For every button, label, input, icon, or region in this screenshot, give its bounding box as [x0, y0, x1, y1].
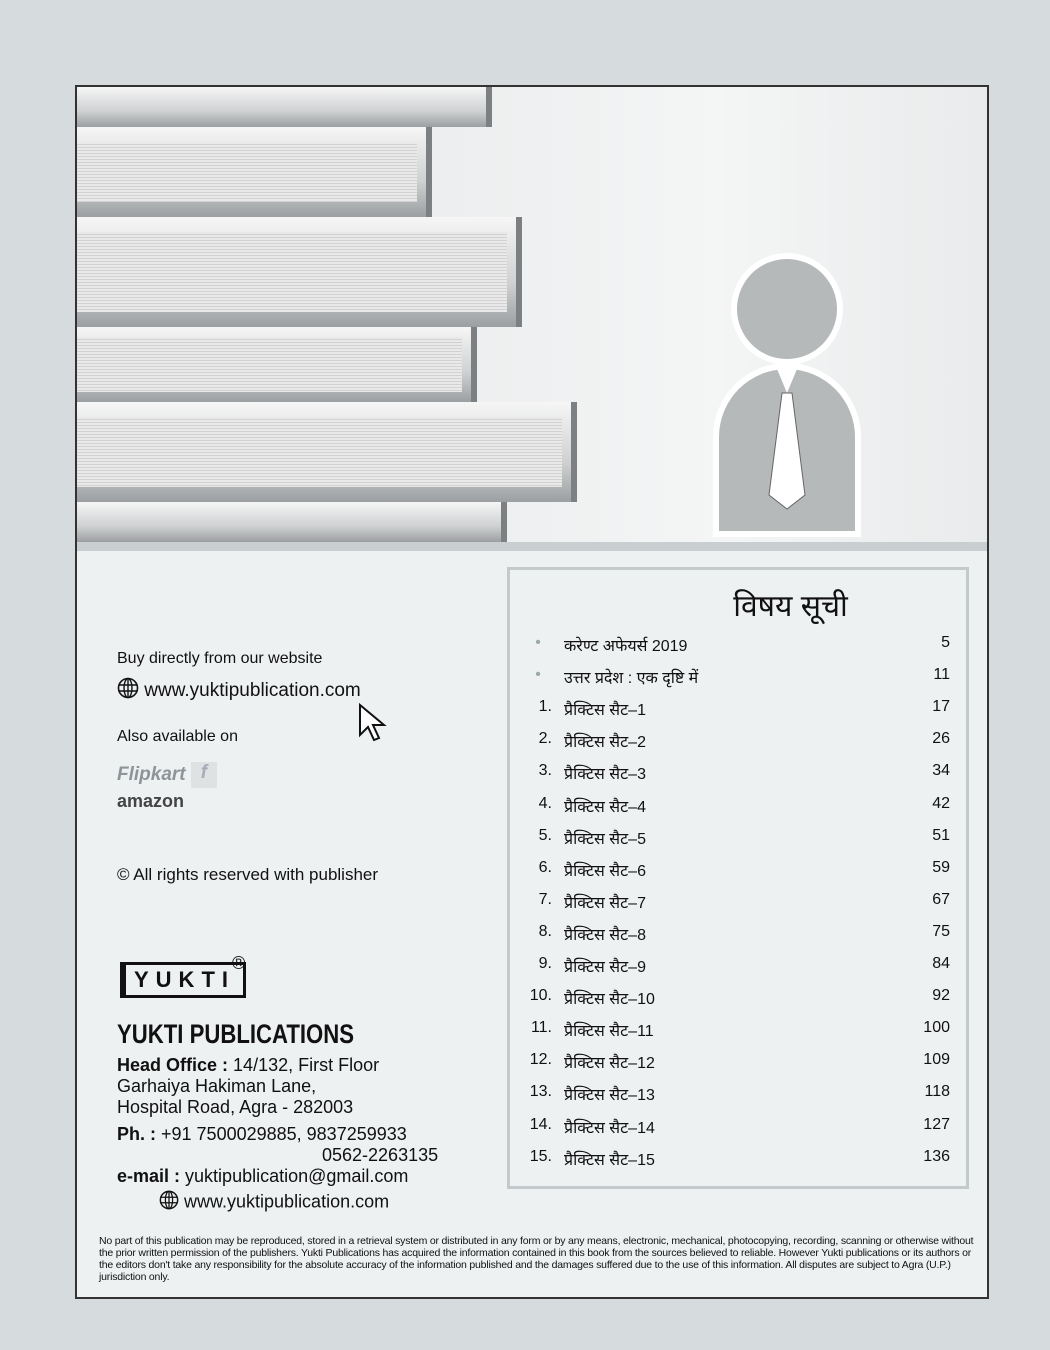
- toc-item-page: 42: [932, 794, 950, 812]
- toc-item-title: प्रैक्टिस सैट–13: [564, 1087, 655, 1105]
- divider: [77, 542, 987, 551]
- toc-item[interactable]: [524, 730, 950, 762]
- toc-item-title: प्रैक्टिस सैट–2: [564, 734, 646, 752]
- toc-item[interactable]: [524, 1116, 950, 1148]
- toc-item-number: 7.: [538, 890, 552, 908]
- toc-item-page: 92: [932, 987, 950, 1005]
- cursor-icon: [357, 702, 389, 744]
- toc-item-page: 75: [932, 922, 950, 940]
- toc-item[interactable]: [524, 762, 950, 794]
- toc-item[interactable]: [524, 1083, 950, 1115]
- toc-item[interactable]: [524, 795, 950, 827]
- toc-item-page: 34: [932, 762, 950, 780]
- toc-item-title: प्रैक्टिस सैट–3: [564, 766, 646, 784]
- toc-item[interactable]: [524, 1019, 950, 1051]
- toc-item-number: 14.: [529, 1115, 552, 1133]
- toc-item-title: प्रैक्टिस सैट–9: [564, 959, 646, 976]
- toc-item-page: 59: [932, 858, 950, 876]
- table-of-contents: [507, 567, 969, 1189]
- toc-item[interactable]: [524, 891, 950, 923]
- toc-item-page: 84: [932, 955, 950, 972]
- toc-item-number: 10.: [529, 987, 552, 1005]
- globe-icon: [159, 1190, 179, 1215]
- yukti-logo: YUKTI: [120, 962, 246, 998]
- toc-item-title: प्रैक्टिस सैट–4: [564, 798, 646, 816]
- toc-item[interactable]: [524, 859, 950, 891]
- toc-item[interactable]: [524, 923, 950, 955]
- toc-item[interactable]: [524, 666, 950, 698]
- toc-item[interactable]: [524, 827, 950, 859]
- amazon-logo[interactable]: amazon: [117, 791, 185, 811]
- toc-item-page: 11: [933, 666, 950, 684]
- toc-item-number: •: [535, 634, 541, 651]
- toc-item[interactable]: [524, 987, 950, 1019]
- buy-text: Buy directly from our website: [117, 650, 323, 667]
- contact-block: Head Office : 14/132, First Floor Garhaiya Hakiman Lane, Hospital Road, Agra - 282003 Ph. : +91 7500029885, 9837259933 0562-2263135 e-mail : yuktipublication@gmail.com www.yuktipublication.com: [117, 1055, 438, 1215]
- email-link[interactable]: yuktipublication@gmail.com: [185, 1166, 409, 1186]
- toc-item-page: 26: [932, 730, 950, 748]
- toc-item-number: 13.: [529, 1083, 552, 1101]
- also-available-text: Also available on: [117, 728, 238, 745]
- toc-item-title: प्रैक्टिस सैट–1: [564, 702, 646, 720]
- toc-item[interactable]: [524, 955, 950, 987]
- toc-item-title: प्रैक्टिस सैट–14: [564, 1119, 655, 1137]
- rights-text: © All rights reserved with publisher: [117, 865, 379, 884]
- disclaimer: No part of this publication may be reproduced, stored in a retrieval system or distributed in any form or by any means, electronic, mechanical, photocopying, recording, scanning or otherwise without the prior written permission of the publishers. Yukti Publications has acquired the information contained in this book from the sources believed to reliable. However Yukti publications or its authors or the editors don't take any responsibility for the absolute accuracy of the information published and the damages suffered due to the use of this information. All disputes are subject to Agra (U.P.) jurisdiction only.: [99, 1235, 974, 1283]
- toc-item-page: 109: [923, 1051, 950, 1069]
- toc-item-title: प्रैक्टिस सैट–7: [564, 894, 646, 912]
- toc-item-page: 118: [924, 1083, 950, 1101]
- person-silhouette-icon: [707, 247, 867, 542]
- toc-item-number: 6.: [538, 858, 552, 876]
- website-link[interactable]: www.yuktipublication.com: [117, 677, 361, 705]
- globe-icon: [117, 677, 139, 705]
- toc-item-title: प्रैक्टिस सैट–6: [564, 862, 646, 880]
- toc-item-number: •: [535, 666, 541, 684]
- toc-item-number: 8.: [538, 922, 552, 940]
- page-frame: [75, 85, 989, 1299]
- toc-item-title: प्रैक्टिस सैट–8: [564, 926, 646, 944]
- toc-item-number: 4.: [538, 794, 552, 812]
- toc-item-number: 15.: [529, 1147, 552, 1165]
- toc-item-title: प्रैक्टिस सैट–5: [564, 830, 646, 848]
- toc-item-title: उत्तर प्रदेश : एक दृष्टि में: [564, 670, 699, 688]
- flipkart-logo[interactable]: Flipkart f: [117, 762, 217, 788]
- toc-item-title: प्रैक्टिस सैट–10: [564, 991, 655, 1009]
- toc-item-page: 100: [923, 1019, 950, 1037]
- toc-item-page: 67: [932, 890, 950, 908]
- website-link-footer[interactable]: www.yuktipublication.com: [117, 1190, 438, 1215]
- toc-item-title: करेण्ट अफेयर्स 2019: [564, 638, 688, 655]
- toc-item-page: 17: [932, 698, 950, 716]
- toc-item-number: 12.: [529, 1051, 552, 1069]
- registered-mark: ®: [232, 953, 246, 973]
- books-hero-image: [77, 87, 987, 542]
- toc-item-title: प्रैक्टिस सैट–12: [564, 1055, 655, 1073]
- toc-item-page: 51: [932, 826, 950, 844]
- toc-item-number: 5.: [538, 826, 552, 844]
- toc-title: विषय सूची: [733, 590, 848, 623]
- toc-item-title: प्रैक्टिस सैट–11: [564, 1023, 654, 1041]
- toc-item[interactable]: [524, 1148, 950, 1180]
- toc-item[interactable]: [524, 1051, 950, 1083]
- toc-item-number: 2.: [538, 730, 552, 748]
- toc-item-title: प्रैक्टिस सैट–15: [564, 1151, 655, 1169]
- toc-item-number: 1.: [538, 698, 552, 716]
- toc-item-page: 136: [923, 1147, 950, 1165]
- toc-item-page: 5: [941, 634, 950, 651]
- toc-item-number: 3.: [538, 762, 552, 780]
- toc-item[interactable]: [524, 634, 950, 666]
- toc-item-page: 127: [923, 1115, 950, 1133]
- toc-item-number: 9.: [538, 955, 552, 972]
- publisher-name: YUKTI PUBLICATIONS: [117, 1019, 354, 1049]
- toc-item[interactable]: [524, 698, 950, 730]
- toc-item-number: 11.: [530, 1019, 552, 1037]
